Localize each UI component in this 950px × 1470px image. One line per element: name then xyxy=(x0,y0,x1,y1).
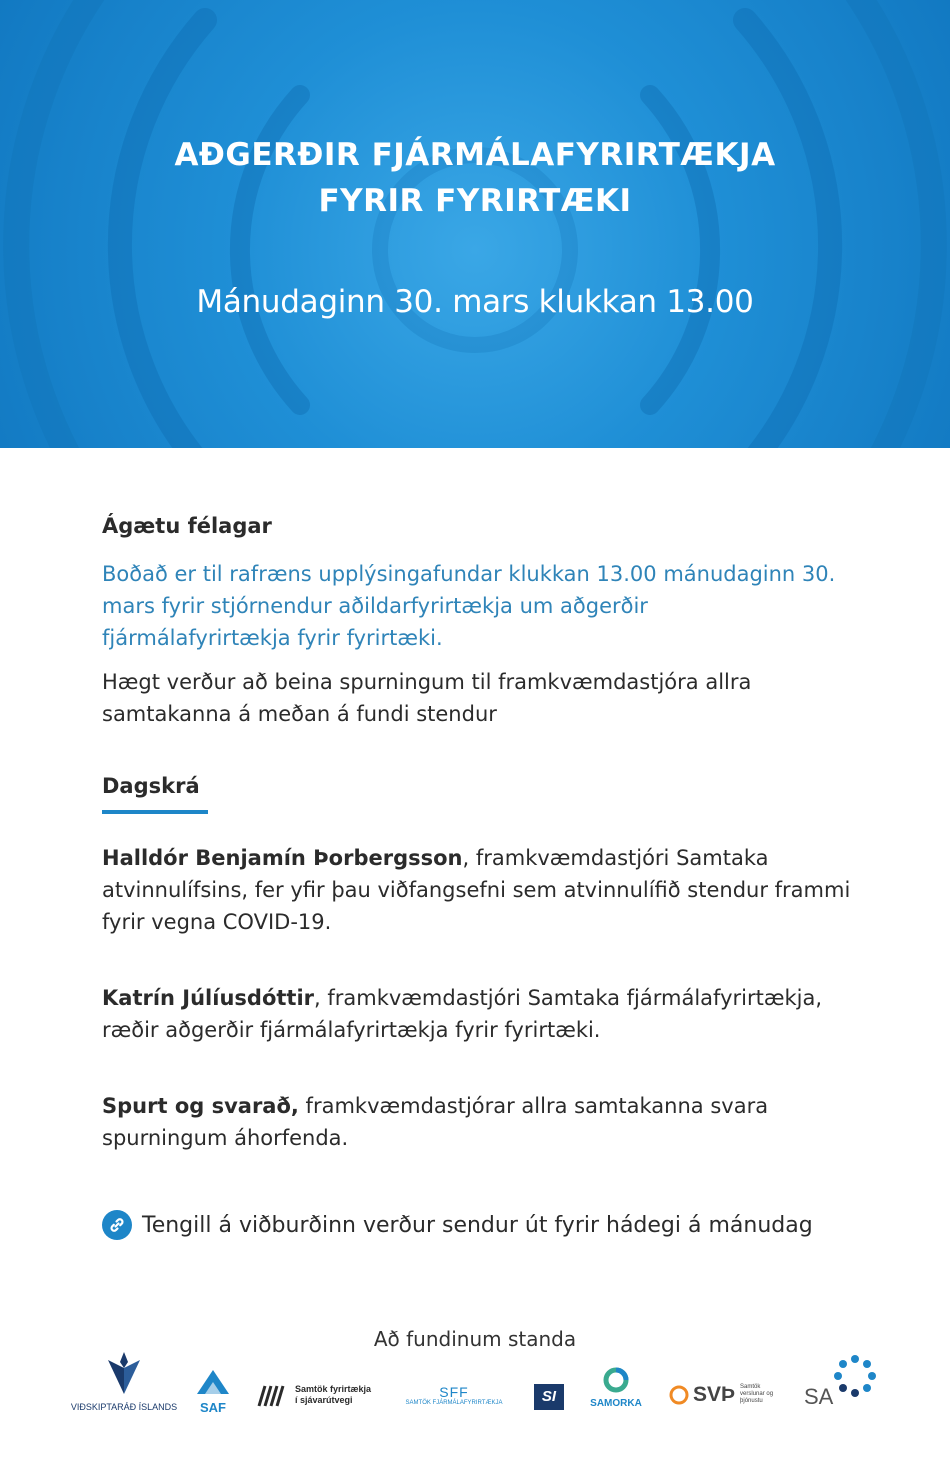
greeting: Ágætu félagar xyxy=(102,514,272,538)
event-title-line1: AÐGERÐIR FJÁRMÁLAFYRIRTÆKJA xyxy=(174,137,776,173)
speaker-role: , framkvæmdastjóri Samtaka fjármálafyrirtækja, xyxy=(314,986,822,1010)
sfs-stripes-icon xyxy=(255,1384,289,1408)
svth-circle-icon xyxy=(668,1384,690,1406)
agenda-item-qa xyxy=(102,1090,862,1154)
intro-line: mars fyrir stjórnendur aðildarfyrirtækja um aðgerðir xyxy=(102,594,648,618)
link-icon xyxy=(102,1210,132,1240)
sff-logo-subtext: SAMTÖK FJÁRMÁLAFYRIRTÆKJA xyxy=(405,1400,503,1406)
sa-dots-icon xyxy=(832,1354,878,1400)
speaker-name: Halldór Benjamín Þorbergsson xyxy=(102,846,463,870)
svth-logo-line: þjónustu xyxy=(740,1398,763,1404)
speaker-name: Katrín Júlíusdóttir xyxy=(102,986,314,1010)
speaker-role: , framkvæmdastjóri Samtaka xyxy=(462,846,769,870)
event-title-line2: FYRIR FYRIRTÆKI xyxy=(318,183,632,219)
sfs-logo xyxy=(255,1384,385,1408)
sff-logo xyxy=(398,1384,510,1406)
agenda-heading: Dagskrá xyxy=(102,774,200,798)
intro-paragraph xyxy=(102,558,862,654)
si-logo xyxy=(534,1384,564,1410)
svth-logo xyxy=(668,1384,788,1406)
agenda-underline xyxy=(102,810,208,814)
svth-logo-text: SVÞ xyxy=(693,1383,736,1406)
intro-line: Boðað er til rafræns upplýsingafundar klukkan 13.00 mánudaginn 30. xyxy=(102,562,836,586)
questions-line: samtakanna á meðan á fundi stendur xyxy=(102,702,497,726)
qa-label: Spurt og svarað, xyxy=(102,1094,299,1118)
organizer-logos xyxy=(60,1348,900,1428)
svth-logo-line: verslunar og xyxy=(740,1391,774,1397)
samorka-logo xyxy=(583,1366,649,1409)
intro-line: fjármálafyrirtækja fyrir fyrirtæki. xyxy=(102,626,443,650)
samorka-ring-icon xyxy=(602,1366,630,1394)
invitation-body xyxy=(102,510,862,1198)
header-banner xyxy=(0,0,950,448)
vi-logo xyxy=(64,1350,184,1412)
sfs-logo-line: í sjávarútvegi xyxy=(295,1395,353,1405)
saf-logo xyxy=(193,1368,233,1415)
questions-line: Hægt verður að beina spurningum til framkvæmdastjóra allra xyxy=(102,670,752,694)
samorka-logo-text: SAMORKA xyxy=(590,1398,642,1409)
sa-logo-text: SA xyxy=(804,1384,834,1409)
svth-logo-subtext xyxy=(740,1384,773,1405)
event-date: Mánudaginn 30. mars klukkan 13.00 xyxy=(196,284,754,320)
saf-logo-text: SAF xyxy=(200,1400,226,1415)
agenda-item-line xyxy=(102,842,862,874)
sfs-logo-line: Samtök fyrirtækja xyxy=(295,1384,372,1394)
agenda-item-line xyxy=(102,982,862,1014)
agenda-item-line: spurningum áhorfenda. xyxy=(102,1126,349,1150)
organizers-title: Að fundinum standa xyxy=(373,1327,577,1351)
saf-mountain-icon xyxy=(195,1368,231,1396)
agenda-item-line xyxy=(102,1090,862,1122)
questions-paragraph xyxy=(102,666,862,730)
agenda-item-line: atvinnulífsins, fer yfir þau viðfangsefni sem atvinnulífið stendur frammi xyxy=(102,878,851,902)
si-logo-text: SI xyxy=(541,1388,557,1405)
link-notice xyxy=(102,1210,813,1240)
sff-logo-text: SFF xyxy=(439,1384,469,1400)
agenda-item-katrin xyxy=(102,982,862,1046)
link-notice-text: Tengill á viðburðinn verður sendur út fyrir hádegi á mánudag xyxy=(142,1212,813,1238)
signal-rings-icon xyxy=(0,0,950,448)
agenda-item-line: fyrir vegna COVID-19. xyxy=(102,910,332,934)
agenda-item-halldor xyxy=(102,842,862,938)
vi-logo-text: VIÐSKIPTARÁÐ ÍSLANDS xyxy=(70,1402,178,1412)
qa-description: framkvæmdastjórar allra samtakanna svara xyxy=(298,1094,769,1118)
svth-logo-line: Samtök xyxy=(740,1384,761,1390)
event-title xyxy=(0,132,950,224)
agenda-item-line: ræðir aðgerðir fjármálafyrirtækja fyrir fyrirtæki. xyxy=(102,1018,601,1042)
vi-mark-icon xyxy=(104,1350,144,1396)
